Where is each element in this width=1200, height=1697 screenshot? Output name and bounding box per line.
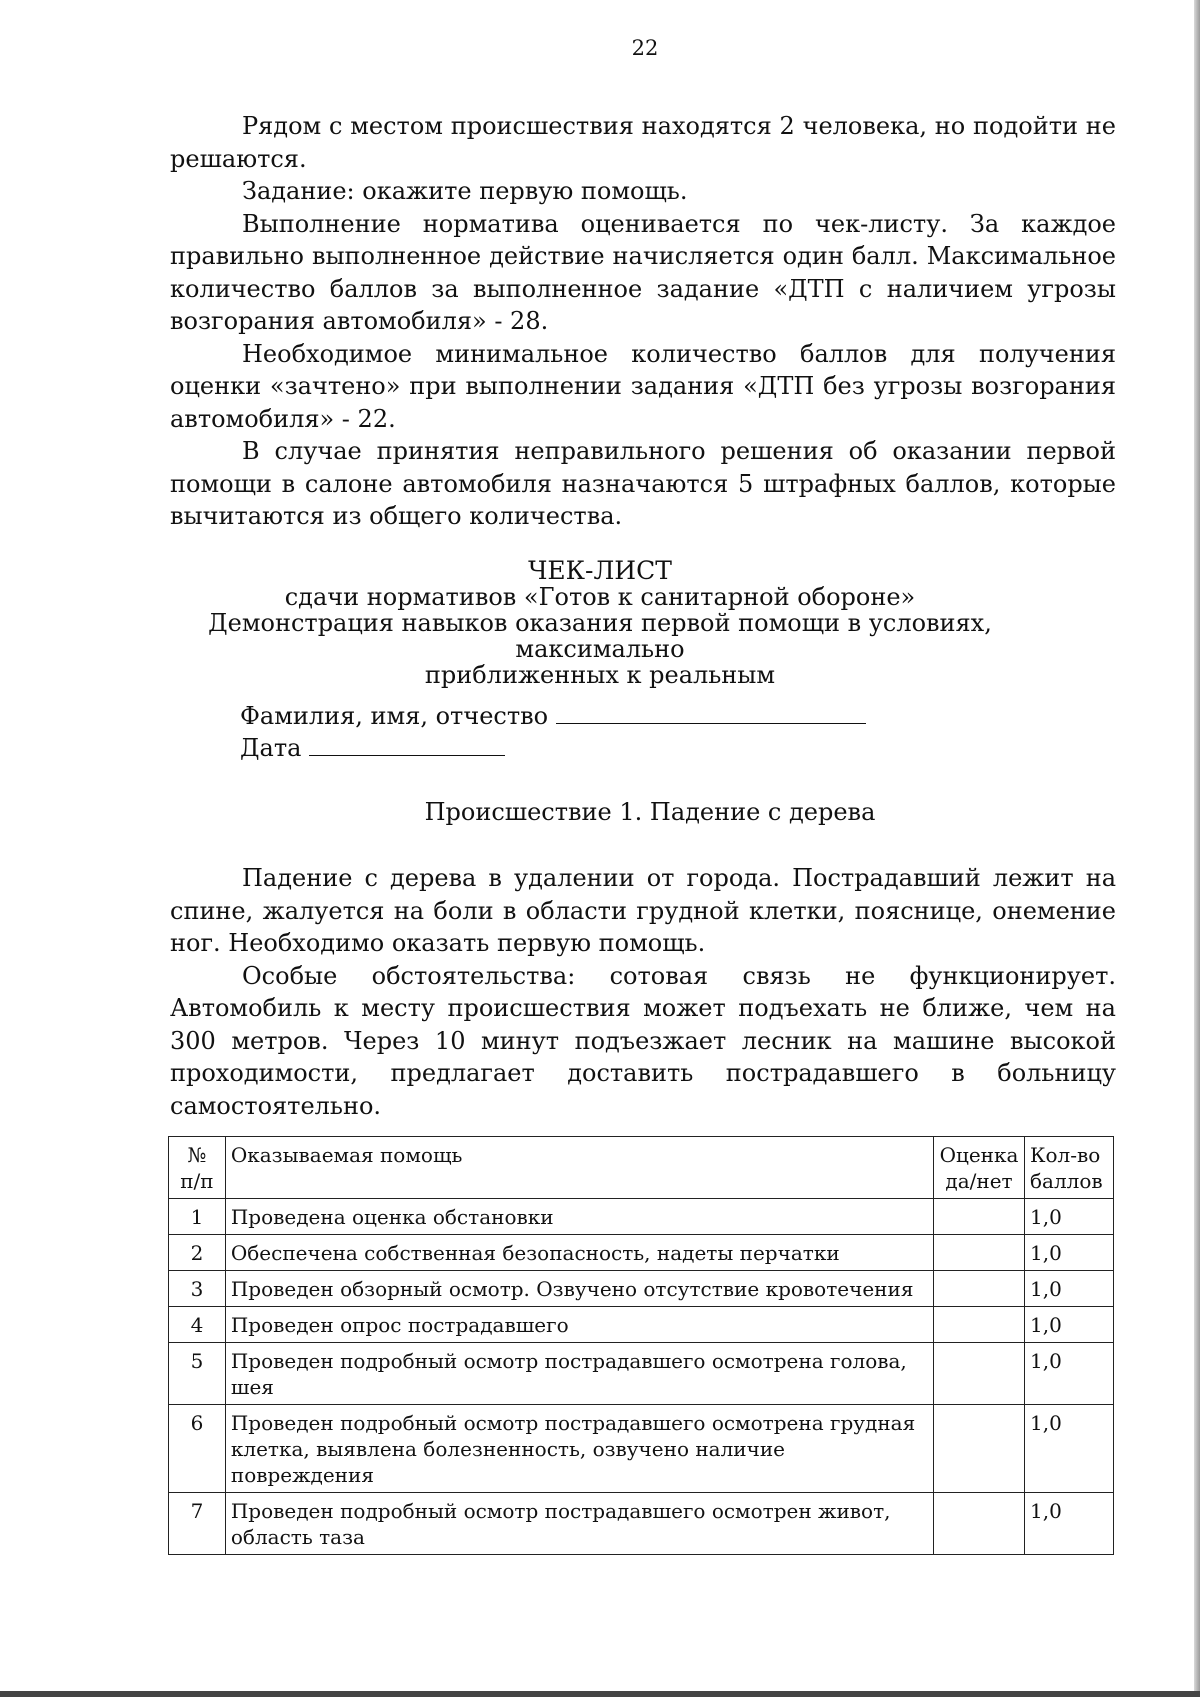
row-help: Обеспечена собственная безопасность, надеты перчатки bbox=[225, 1235, 933, 1271]
row-help: Проведен подробный осмотр пострадавшего осмотрена грудная клетка, выявлена болезненность, озвучено наличие повреждения bbox=[225, 1405, 933, 1493]
row-grade[interactable] bbox=[934, 1235, 1025, 1271]
date-field-label: Дата bbox=[240, 734, 302, 762]
row-help: Проведен обзорный осмотр. Озвучено отсутствие кровотечения bbox=[225, 1271, 933, 1307]
row-help: Проведен опрос пострадавшего bbox=[225, 1307, 933, 1343]
header-grade-line2: да/нет bbox=[945, 1169, 1013, 1193]
row-num: 1 bbox=[169, 1199, 226, 1235]
intro-paragraph: Задание: окажите первую помощь. bbox=[242, 177, 688, 205]
scenario-paragraph: Падение с дерева в удалении от города. Пострадавший лежит на спине, жалуется на боли в области грудной клетки, пояснице, онемение ног. Необходимо оказать первую помощь. bbox=[170, 864, 1116, 957]
row-score: 1,0 bbox=[1025, 1235, 1114, 1271]
table-row bbox=[169, 1271, 1114, 1307]
header-score-line1: Кол-во bbox=[1030, 1143, 1101, 1167]
row-num: 3 bbox=[169, 1271, 226, 1307]
row-grade[interactable] bbox=[934, 1307, 1025, 1343]
name-field-label: Фамилия, имя, отчество bbox=[240, 702, 549, 730]
header-num-line1: № bbox=[187, 1143, 207, 1167]
row-num: 4 bbox=[169, 1307, 226, 1343]
header-score bbox=[1025, 1137, 1114, 1199]
row-num: 5 bbox=[169, 1343, 226, 1405]
row-grade[interactable] bbox=[934, 1199, 1025, 1235]
header-grade-line1: Оценка bbox=[939, 1143, 1019, 1167]
name-field-line[interactable] bbox=[556, 701, 866, 724]
scenario-paragraph: Особые обстоятельства: сотовая связь не функционирует. Автомобиль к месту происшествия может подъехать не ближе, чем на 300 метров. Через 10 минут подъезжает лесник на машине высокой проходимости, предлагает доставить пострадавшего в больницу самостоятельно. bbox=[170, 961, 1116, 1120]
row-score: 1,0 bbox=[1025, 1343, 1114, 1405]
page-edge-bottom bbox=[0, 1691, 1200, 1697]
header-help: Оказываемая помощь bbox=[225, 1137, 933, 1199]
date-field-row bbox=[240, 732, 866, 764]
row-help: Проведен подробный осмотр пострадавшего осмотрен живот, область таза bbox=[225, 1493, 933, 1555]
date-field-line[interactable] bbox=[309, 733, 505, 756]
row-grade[interactable] bbox=[934, 1405, 1025, 1493]
checklist-heading bbox=[140, 558, 1060, 688]
row-help: Проведена оценка обстановки bbox=[225, 1199, 933, 1235]
row-score: 1,0 bbox=[1025, 1271, 1114, 1307]
row-grade[interactable] bbox=[934, 1343, 1025, 1405]
row-num: 6 bbox=[169, 1405, 226, 1493]
row-score: 1,0 bbox=[1025, 1405, 1114, 1493]
table-row bbox=[169, 1307, 1114, 1343]
table-row bbox=[169, 1405, 1114, 1493]
table-row bbox=[169, 1235, 1114, 1271]
checklist-title: ЧЕК-ЛИСТ bbox=[528, 556, 672, 585]
header-grade bbox=[934, 1137, 1025, 1199]
header-score-line2: баллов bbox=[1030, 1169, 1103, 1193]
header-num-line2: п/п bbox=[180, 1169, 214, 1193]
checklist-description-line2: приближенных к реальным bbox=[424, 661, 776, 689]
intro-paragraph: Выполнение норматива оценивается по чек-листу. За каждое правильно выполненное действие начисляется один балл. Максимальное количество баллов за выполненное задание «ДТП с наличием угрозы возгорания автомобиля» - 28. bbox=[170, 209, 1116, 335]
row-score: 1,0 bbox=[1025, 1493, 1114, 1555]
intro-paragraph: В случае принятия неправильного решения об оказании первой помощи в салоне автомобиля назначаются 5 штрафных баллов, которые вычитаются из общего количества. bbox=[170, 437, 1116, 530]
checklist-table bbox=[168, 1136, 1114, 1555]
intro-paragraph: Рядом с местом происшествия находятся 2 человека, но подойти не решаются. bbox=[170, 112, 1116, 173]
row-score: 1,0 bbox=[1025, 1199, 1114, 1235]
incident-title: Происшествие 1. Падение с дерева bbox=[424, 798, 876, 826]
checklist-subtitle: сдачи нормативов «Готов к санитарной обороне» bbox=[284, 583, 916, 611]
table-row bbox=[169, 1199, 1114, 1235]
table-header-row bbox=[169, 1137, 1114, 1199]
page-number: 22 bbox=[631, 36, 659, 60]
scenario-text bbox=[170, 862, 1116, 1122]
intro-text bbox=[170, 110, 1116, 533]
row-num: 2 bbox=[169, 1235, 226, 1271]
row-grade[interactable] bbox=[934, 1271, 1025, 1307]
table-row bbox=[169, 1493, 1114, 1555]
name-field-row bbox=[240, 700, 866, 732]
personal-fields bbox=[240, 700, 866, 764]
row-num: 7 bbox=[169, 1493, 226, 1555]
page-edge-right bbox=[1194, 0, 1200, 1697]
intro-paragraph: Необходимое минимальное количество баллов для получения оценки «зачтено» при выполнении задания «ДТП без угрозы возгорания автомобиля» - 22. bbox=[170, 339, 1116, 433]
row-score: 1,0 bbox=[1025, 1307, 1114, 1343]
table-row bbox=[169, 1343, 1114, 1405]
header-num bbox=[169, 1137, 226, 1199]
row-grade[interactable] bbox=[934, 1493, 1025, 1555]
row-help: Проведен подробный осмотр пострадавшего осмотрена голова, шея bbox=[225, 1343, 933, 1405]
checklist-description-line1: Демонстрация навыков оказания первой помощи в условиях, максимально bbox=[208, 609, 992, 663]
